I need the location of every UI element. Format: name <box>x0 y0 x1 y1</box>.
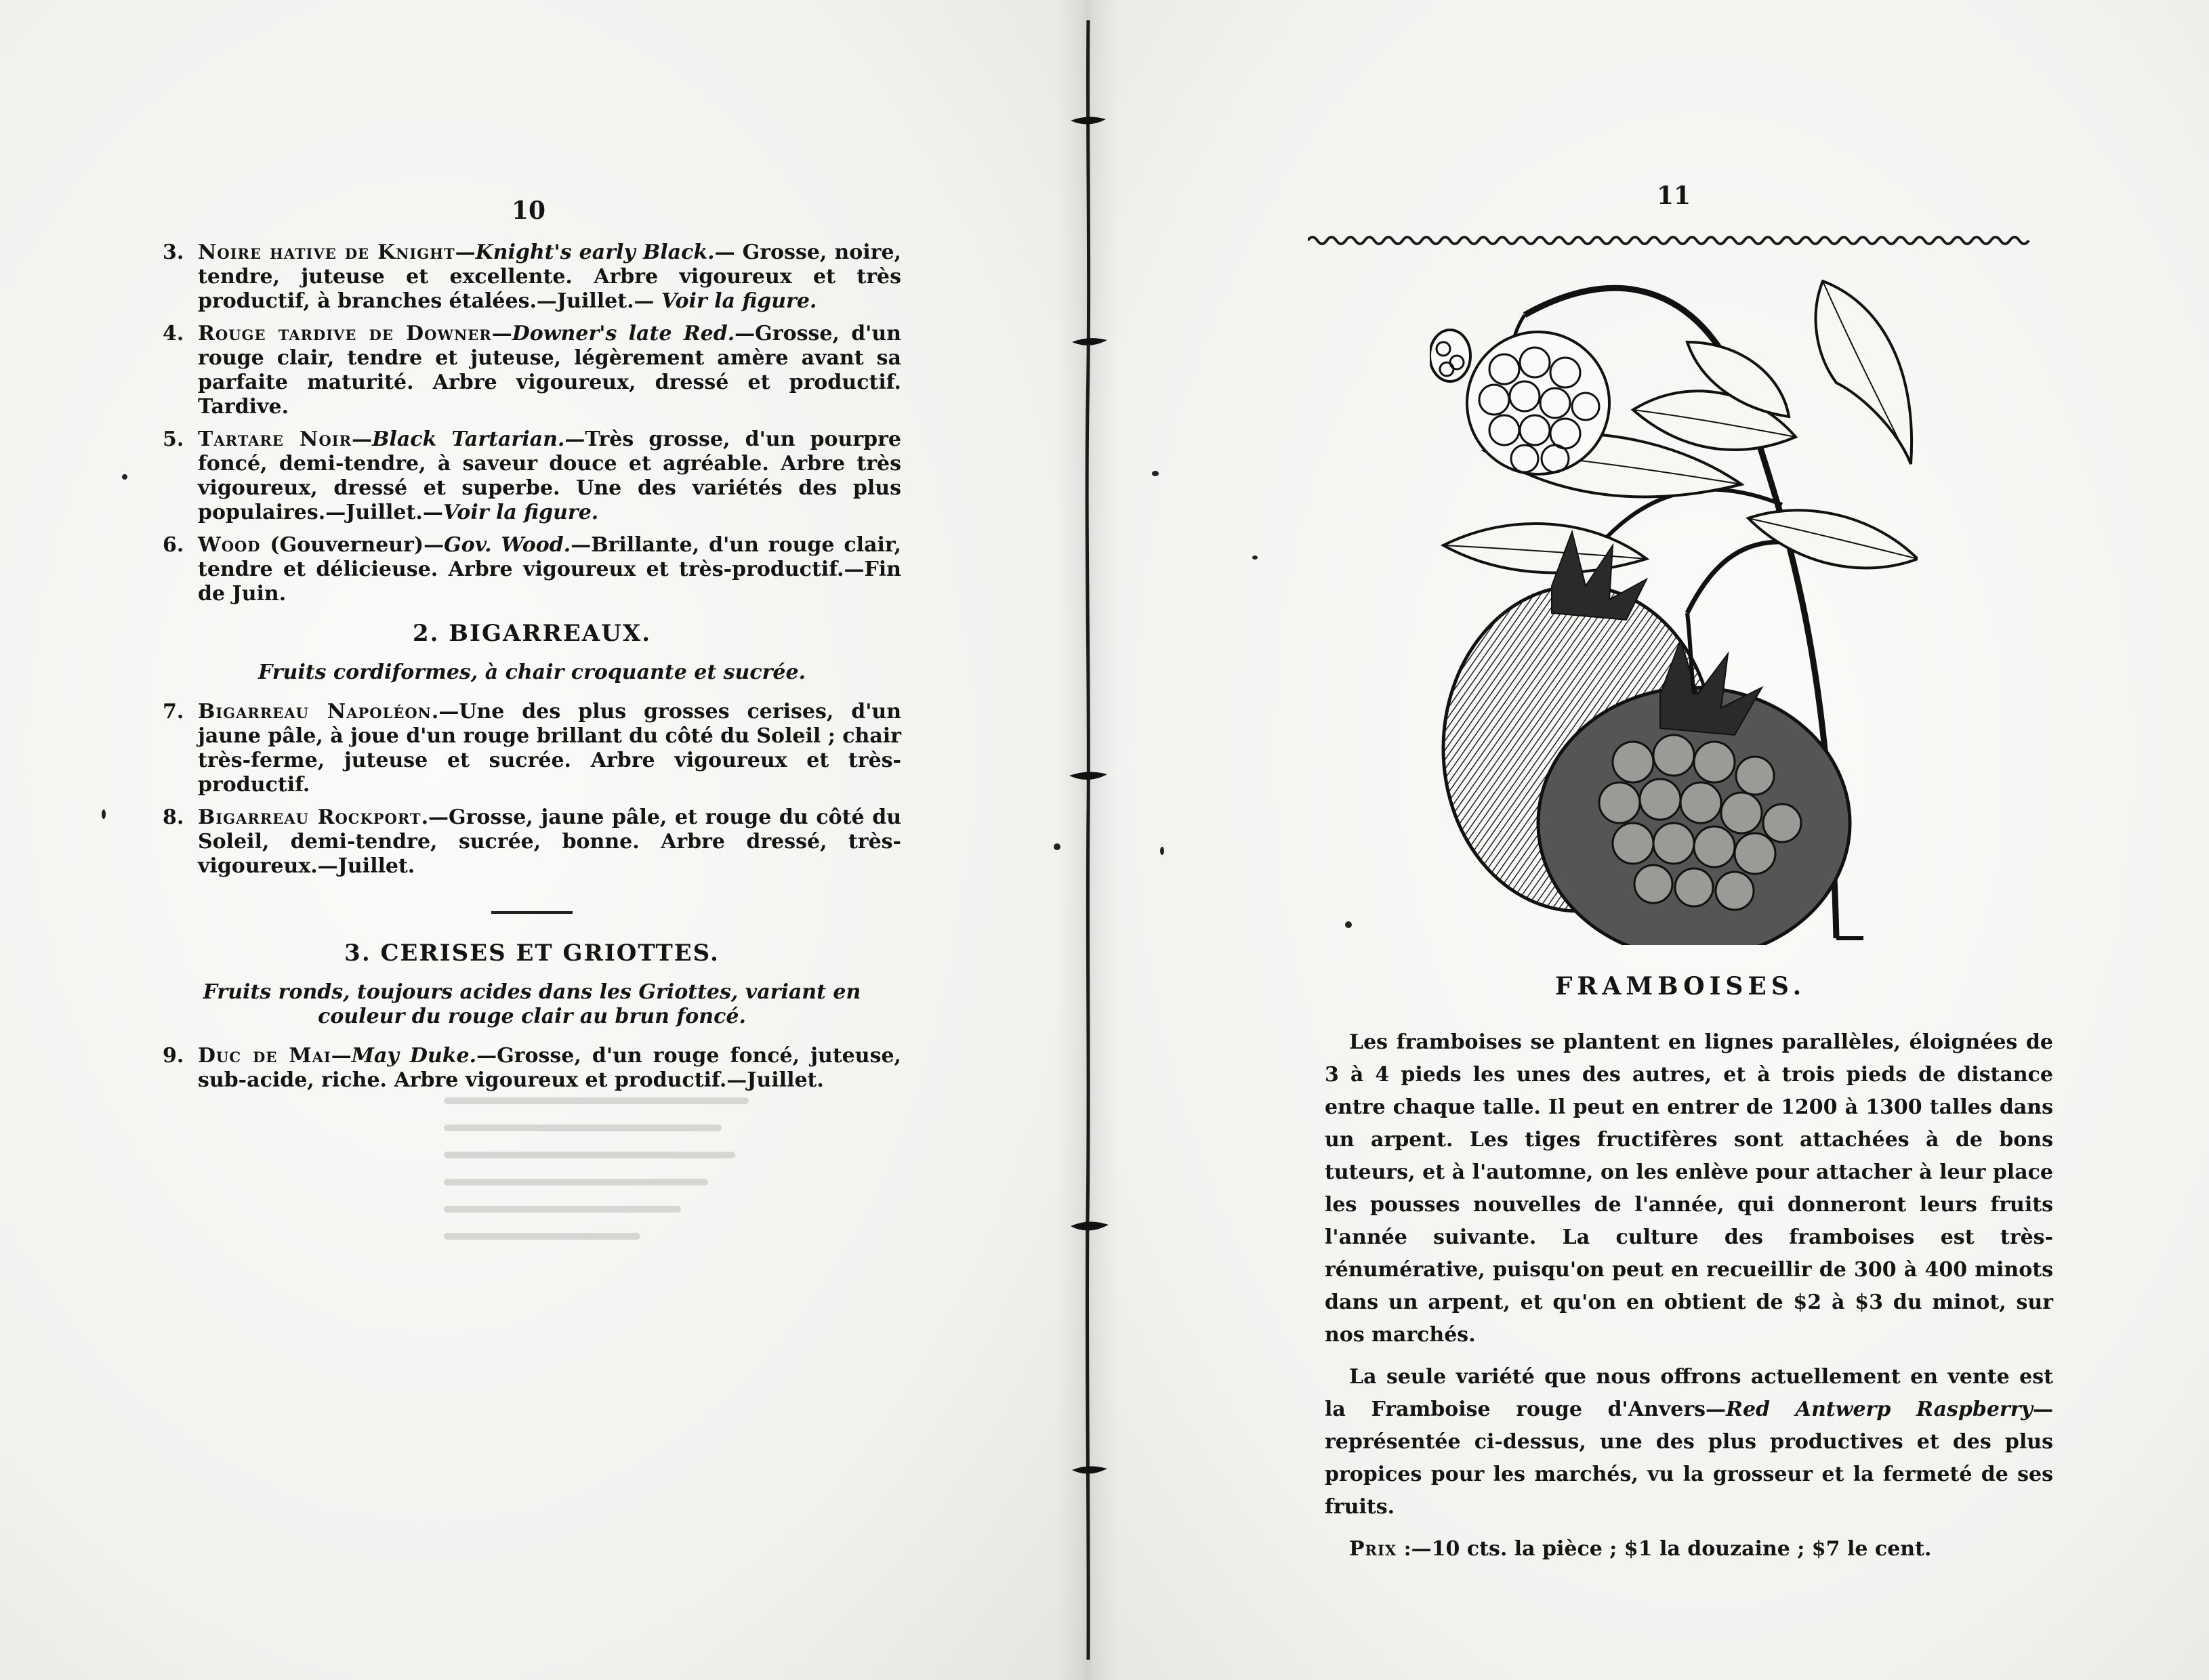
variety-name-suffix: (Gouverneur) <box>260 533 424 557</box>
bleed-through-lines <box>434 1087 772 1263</box>
variety-name: Bigarreau Rockport <box>198 805 421 829</box>
variety-description: —Grosse, d'un rouge foncé, juteuse, sub-acide, riche. Arbre vigoureux et productif.—Juillet. <box>198 1044 901 1092</box>
framboises-text <box>1325 1026 2053 1575</box>
paper-speck <box>122 474 127 480</box>
cherry-entry-6: 6. Wood (Gouverneur)—Gov. Wood.—Brillante, d'un rouge clair, tendre et délicieuse. Arbre vigoureux et très-productif.—Fin de Juin. <box>163 533 901 606</box>
variety-name: Bigarreau Napoléon <box>198 700 432 723</box>
framboises-paragraph-2 <box>1325 1361 2053 1524</box>
figure-reference: Voir la figure. <box>442 501 599 524</box>
cherry-entry-8 <box>163 805 901 879</box>
entry-number: 6. <box>163 533 184 557</box>
variety-name: Wood <box>198 533 261 557</box>
framboises-heading: FRAMBOISES. <box>1554 972 1807 1001</box>
cherry-entry-7 <box>163 700 901 797</box>
cherry-entry-3: 3. Noire hative de Knight—Knight's early Black.— Grosse, noire, tendre, juteuse et excellente. Arbre vigoureux et très productif, à branches étalées.—Juillet.— Voir la figure. <box>163 240 901 313</box>
variety-name: Duc de Mai <box>198 1044 331 1068</box>
price-line <box>1325 1533 2053 1566</box>
paper-speck <box>1345 921 1352 928</box>
figure-reference: Voir la figure. <box>661 289 817 313</box>
english-name: Knight's early Black. <box>475 240 715 264</box>
binding-thread-icon <box>1057 0 1118 1680</box>
entry-number: 7. <box>163 700 184 723</box>
paper-speck <box>1160 847 1164 855</box>
variety-description: —Grosse, d'un rouge clair, tendre et juteuse, légèrement amère avant sa parfaite maturité. Arbre vigoureux, dressé et productif. Tardive. <box>198 322 901 419</box>
variety-description: — Grosse, noire, tendre, juteuse et excellente. Arbre vigoureux et très productif, à branches étalées.—Juillet.— <box>198 240 901 313</box>
entry-number: 8. <box>163 805 184 829</box>
paper-speck <box>1252 555 1258 560</box>
entry-number: 5. <box>163 427 184 451</box>
entry-number: 9. <box>163 1044 184 1068</box>
bleed-through-area <box>434 1087 772 1270</box>
variety-description: —Très grosse, d'un pourpre foncé, demi-tendre, à saveur douce et agréable. Arbre très vigoureux, dressé et superbe. Une des variétés des plus populaires.—Juillet.— <box>198 427 901 524</box>
section-subtitle-bigarreaux: Fruits cordiformes, à chair croquante et sucrée. <box>257 660 806 684</box>
section-heading-cerises: 3. CERISES ET GRIOTTES. <box>344 940 720 967</box>
cherry-entry-5: 5. Tartare Noir—Black Tartarian.—Très grosse, d'un pourpre foncé, demi-tendre, à saveur douce et agréable. Arbre très vigoureux, dressé et superbe. Une des variétés des plus populaires.—Juillet.—Voir la figure. <box>163 427 901 524</box>
english-variety-name: Red Antwerp Raspberry <box>1726 1398 2033 1421</box>
variety-description: .—Grosse, jaune pâle, et rouge du côté du Soleil, demi-tendre, sucrée, bonne. Arbre dressé, très-vigoureux.—Juillet. <box>198 805 902 878</box>
section-heading-bigarreaux: 2. BIGARREAUX. <box>412 620 652 647</box>
paper-speck <box>102 810 106 819</box>
wavy-rule <box>1308 230 2033 251</box>
variety-description: .—Une des plus grosses cerises, d'un jaune pâle, à joue d'un rouge brillant du côté du Soleil ; chair très-ferme, juteuse et sucrée. Arbre vigoureux et très-productif. <box>198 700 902 797</box>
paragraph-2-end: —représentée ci-dessus, une des plus productives et des plus propices pour les marchés, vu la grosseur et la fermeté de ses fruits. <box>1325 1398 2053 1519</box>
entry-number: 3. <box>163 240 184 264</box>
price-label: Prix <box>1349 1537 1397 1561</box>
price-text: :—10 cts. la pièce ; $1 la douzaine ; $7 le cent. <box>1397 1537 1932 1561</box>
english-name: Gov. Wood. <box>444 533 571 557</box>
english-name: May Duke. <box>351 1044 477 1068</box>
english-name: Downer's late Red. <box>512 322 735 345</box>
section-subtitle-cerises: Fruits ronds, toujours acides dans les Griottes, variant en couleur du rouge clair au brun foncé. <box>203 980 861 1028</box>
left-page-number: 10 <box>511 196 546 225</box>
cherry-entry-4: 4. Rouge tardive de Downer—Downer's late Red.—Grosse, d'un rouge clair, tendre et juteuse, légèrement amère avant sa parfaite maturité. Arbre vigoureux, dressé et productif. Tardive. <box>163 322 901 419</box>
variety-name: Tartare Noir <box>198 427 352 451</box>
paper-speck <box>1152 471 1159 476</box>
english-name: Black Tartarian. <box>372 427 565 451</box>
left-page-text <box>163 240 901 1101</box>
variety-name: Noire hative de Knight <box>198 240 455 264</box>
section-divider <box>491 911 573 914</box>
cherry-entry-9: 9. Duc de Mai—May Duke.—Grosse, d'un rouge foncé, juteuse, sub-acide, riche. Arbre vigoureux et productif.—Juillet. <box>163 1044 901 1092</box>
raspberry-branch-engraving-icon <box>1430 261 1918 945</box>
paper-speck <box>1054 843 1060 850</box>
right-page-number: 11 <box>1656 182 1691 210</box>
entry-number: 4. <box>163 322 184 345</box>
variety-description: —Brillante, d'un rouge clair, tendre et délicieuse. Arbre vigoureux et très-productif.—Fin de Juin. <box>198 533 901 606</box>
variety-name: Rouge tardive de Downer <box>198 322 492 345</box>
framboises-paragraph-1: Les framboises se plantent en lignes parallèles, éloignées de 3 à 4 pieds les unes des autres, et à trois pieds de distance entre chaque talle. Il peut en entrer de 1200 à 1300 talles dans un arpent. Les tiges fructifères sont attachées à de bons tuteurs, et à l'automne, on les enlève pour attacher à leur place les pousses nouvelles de l'année, qui donneront leurs fruits l'année suivante. La culture des framboises est très-rénumérative, puisqu'on peut en recueillir de 300 à 400 minots dans un arpent, et qu'on en obtient de $2 à $3 du minot, sur nos marchés. <box>1325 1030 2053 1347</box>
paragraph-2-start: La seule variété que nous offrons actuellement en vente est la Framboise rouge d'Anvers— <box>1325 1365 2053 1421</box>
